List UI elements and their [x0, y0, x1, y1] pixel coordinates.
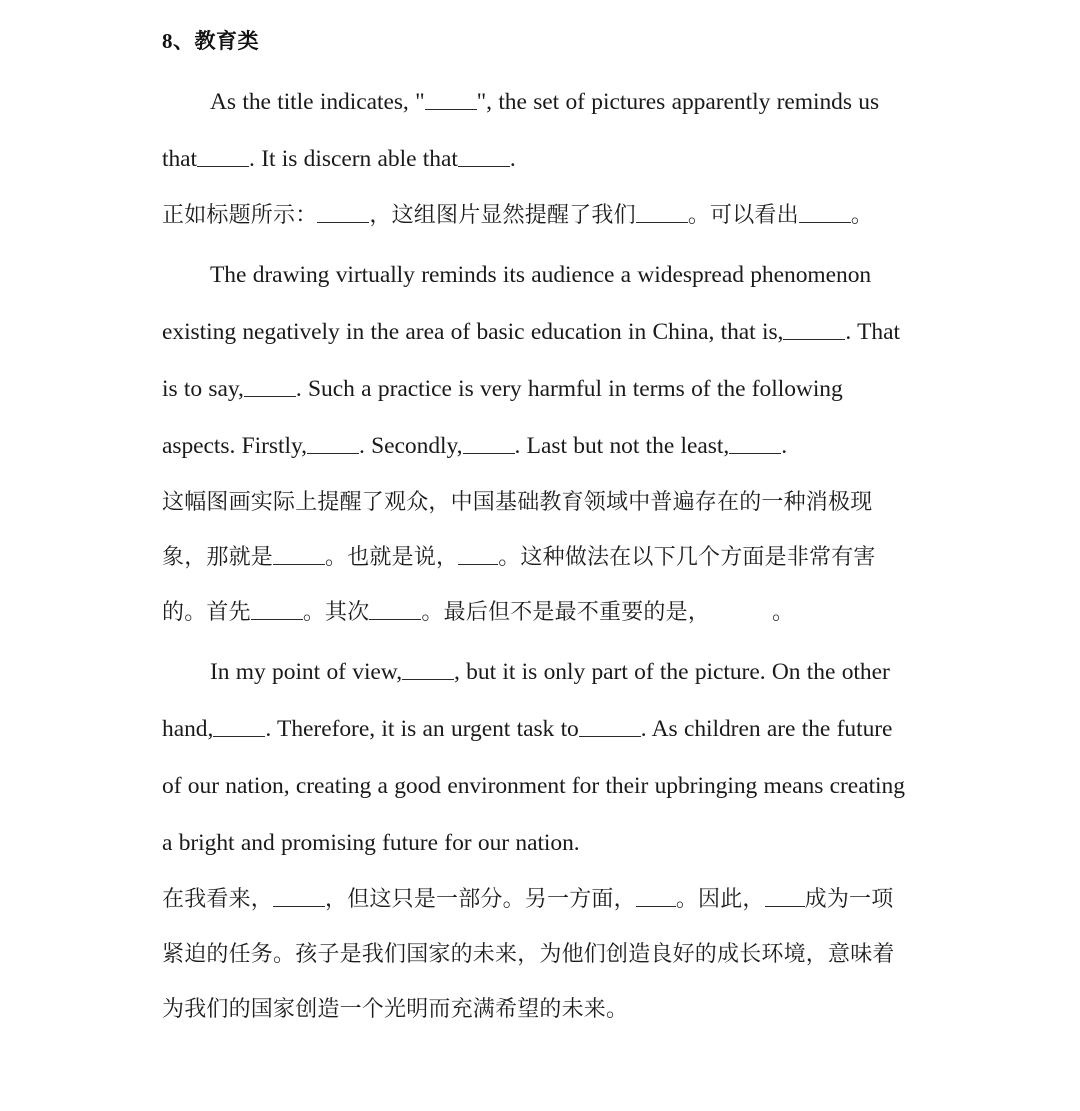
fill-in-blank [213, 715, 265, 738]
fill-in-blank [765, 886, 805, 907]
fill-in-blank [729, 432, 781, 455]
fill-in-blank [636, 886, 676, 907]
fill-in-blank [251, 599, 303, 620]
fill-in-blank [463, 432, 515, 455]
fill-in-blank [307, 432, 359, 455]
heading-number: 8、 [162, 29, 195, 53]
fill-in-blank [402, 658, 454, 681]
fill-in-blank [783, 318, 845, 341]
fill-in-blank [799, 202, 851, 223]
fill-in-blank [425, 88, 477, 111]
fill-in-blank [369, 599, 421, 620]
heading-title: 教育类 [194, 29, 259, 53]
paragraph-english-3: In my point of view, , but it is only part of the picture. On the other hand, . Therefore, it is an urgent task to . As children are the future of our nation, creating a good environment for their upbringing means creating a bright and promising future for our nation. [162, 659, 905, 856]
paragraph-chinese-3: 在我看来， ，但这只是一部分。另一方面， 。因此， 成为一项紧迫的任务。孩子是我们国家的未来，为他们创造良好的成长环境，意味着为我们的国家创造一个光明而充满希望的未来。 [162, 887, 895, 1022]
paragraph-chinese-1: 正如标题所示： ，这组图片显然提醒了我们 。可以看出 。 [162, 203, 874, 228]
fill-in-blank [244, 375, 296, 398]
fill-in-blank [273, 544, 325, 565]
fill-in-blank [458, 145, 510, 168]
fill-in-blank [317, 202, 369, 223]
fill-in-blank [636, 202, 688, 223]
fill-in-blank [197, 145, 249, 168]
fill-in-blank [273, 886, 325, 907]
fill-in-blank [579, 715, 641, 738]
page-title [162, 26, 915, 56]
paragraph-english-1: As the title indicates, " ", the set of pictures apparently reminds us that . It is discern able that . [162, 89, 880, 172]
fill-in-blank [458, 544, 498, 565]
paragraph-chinese-2: 这幅图画实际上提醒了观众，中国基础教育领域中普遍存在的一种消极现象，那就是 。也就是说， 。这种做法在以下几个方面是非常有害的。首先 。其次 。最后但不是最不重要的是， 。 [162, 490, 876, 625]
paragraph-english-2: The drawing virtually reminds its audience a widespread phenomenon existing negatively in the area of basic education in China, that is, . That is to say, . Such a practice is very harmful in terms of the following aspects. Firstly, . Secondly, . Last but not the least, . [162, 262, 900, 459]
